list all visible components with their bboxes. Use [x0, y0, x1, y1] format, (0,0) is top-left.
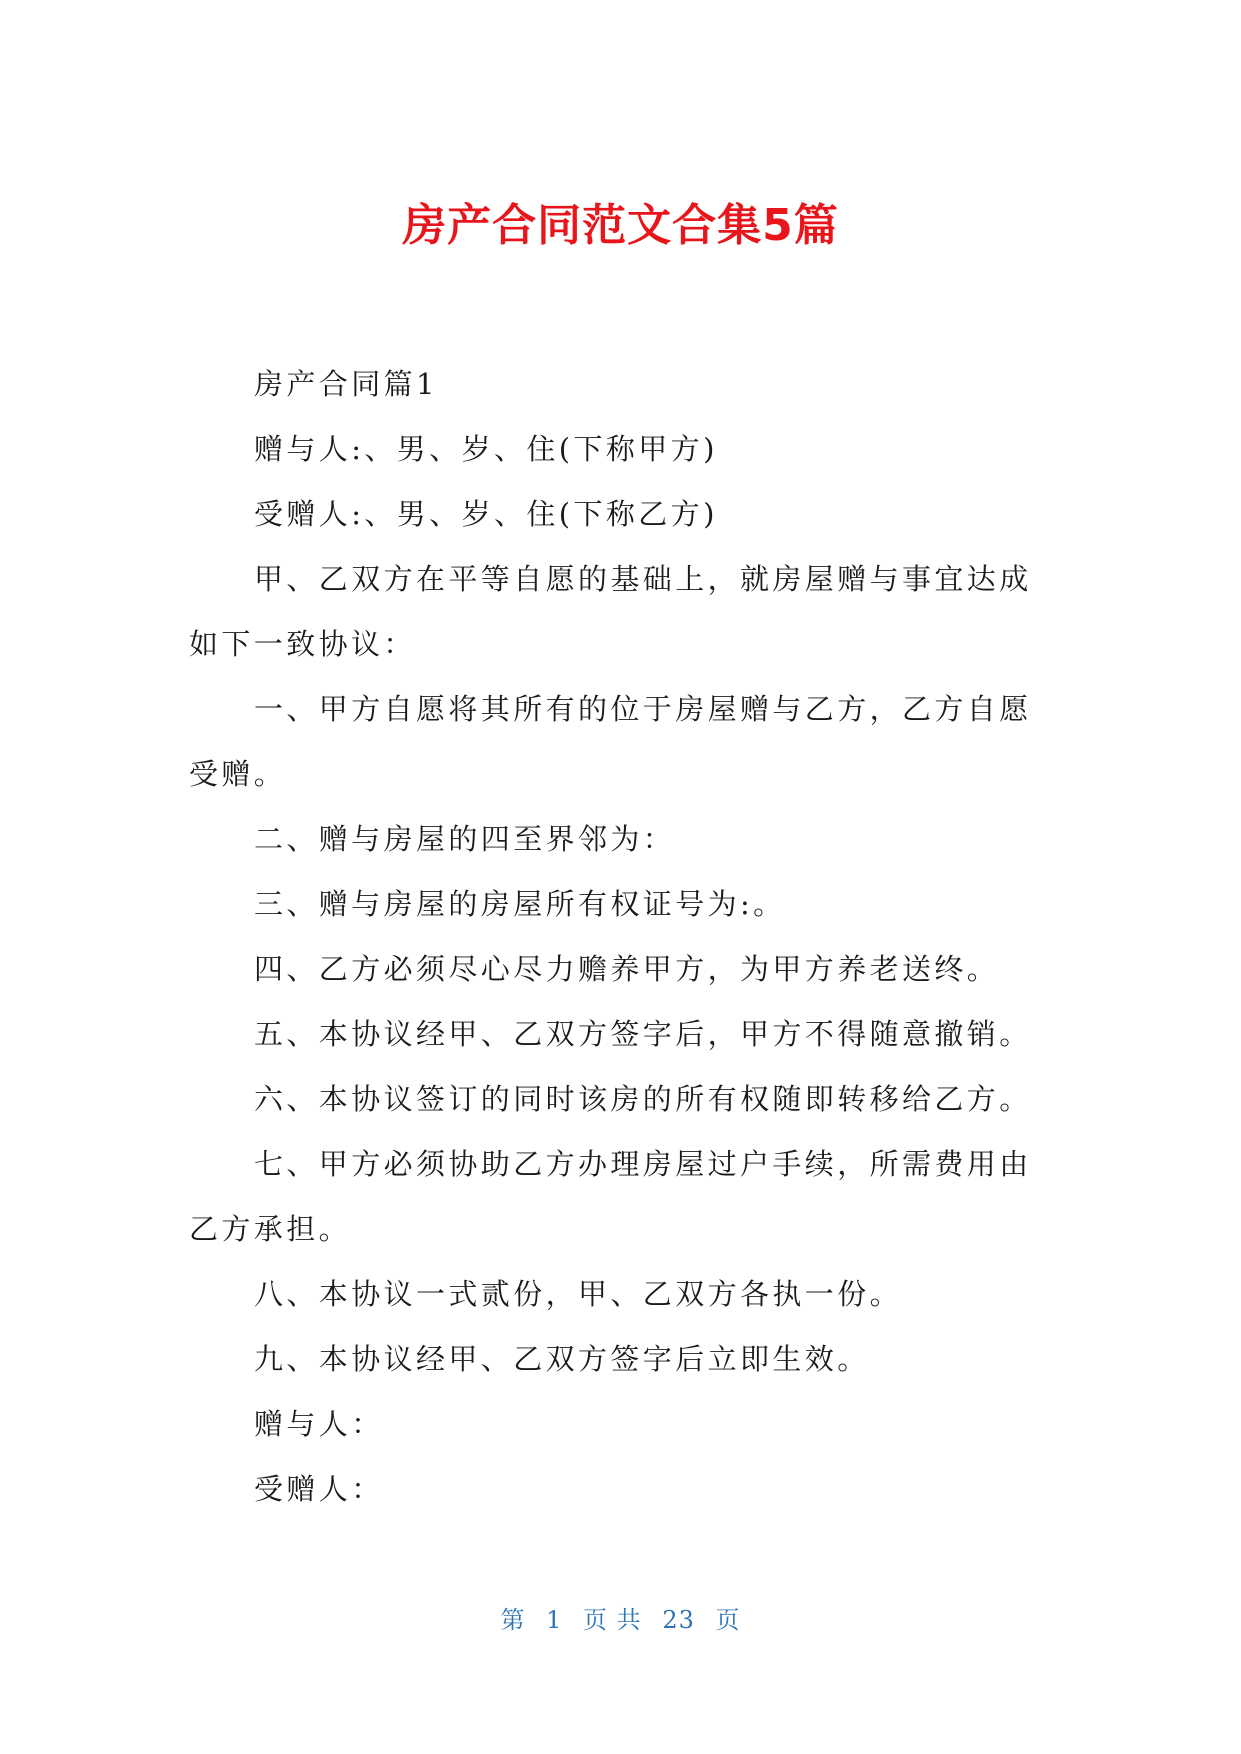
page-footer — [0, 1600, 1241, 1635]
paragraph: 九、本协议经甲、乙双方签字后立即生效。 — [254, 1342, 870, 1376]
paragraph: 三、赠与房屋的房屋所有权证号为:。 — [254, 887, 786, 921]
page-label-suffix: 页 — [715, 1606, 741, 1634]
paragraph: 一、甲方自愿将其所有的位于房屋赠与乙方，乙方自愿受赠。 — [189, 692, 1032, 791]
paragraph: 五、本协议经甲、乙双方签字后，甲方不得随意撤销。 — [254, 1017, 1032, 1051]
page-label-mid: 页 共 — [583, 1606, 642, 1634]
paragraph: 八、本协议一式贰份，甲、乙双方各执一份。 — [254, 1277, 903, 1311]
paragraph: 受赠人： — [254, 1472, 384, 1506]
document-title: 房产合同范文合集5篇 — [402, 200, 839, 251]
paragraph: 七、甲方必须协助乙方办理房屋过户手续，所需费用由乙方承担。 — [189, 1147, 1032, 1246]
paragraph: 甲、乙双方在平等自愿的基础上，就房屋赠与事宜达成如下一致协议： — [189, 562, 1032, 661]
paragraph: 房产合同篇1 — [254, 367, 438, 401]
page-label-prefix: 第 — [500, 1606, 526, 1634]
paragraph: 四、乙方必须尽心尽力赡养甲方，为甲方养老送终。 — [254, 952, 1000, 986]
paragraph: 二、赠与房屋的四至界邻为： — [254, 822, 676, 856]
paragraph: 受赠人:、男、岁、住(下称乙方) — [254, 497, 718, 531]
document-body — [189, 352, 1034, 1522]
paragraph: 赠与人： — [254, 1407, 384, 1441]
paragraph: 六、本协议签订的同时该房的所有权随即转移给乙方。 — [254, 1082, 1032, 1116]
current-page-number: 1 — [546, 1606, 563, 1634]
paragraph: 赠与人:、男、岁、住(下称甲方) — [254, 432, 718, 466]
total-pages-number: 23 — [662, 1606, 695, 1634]
